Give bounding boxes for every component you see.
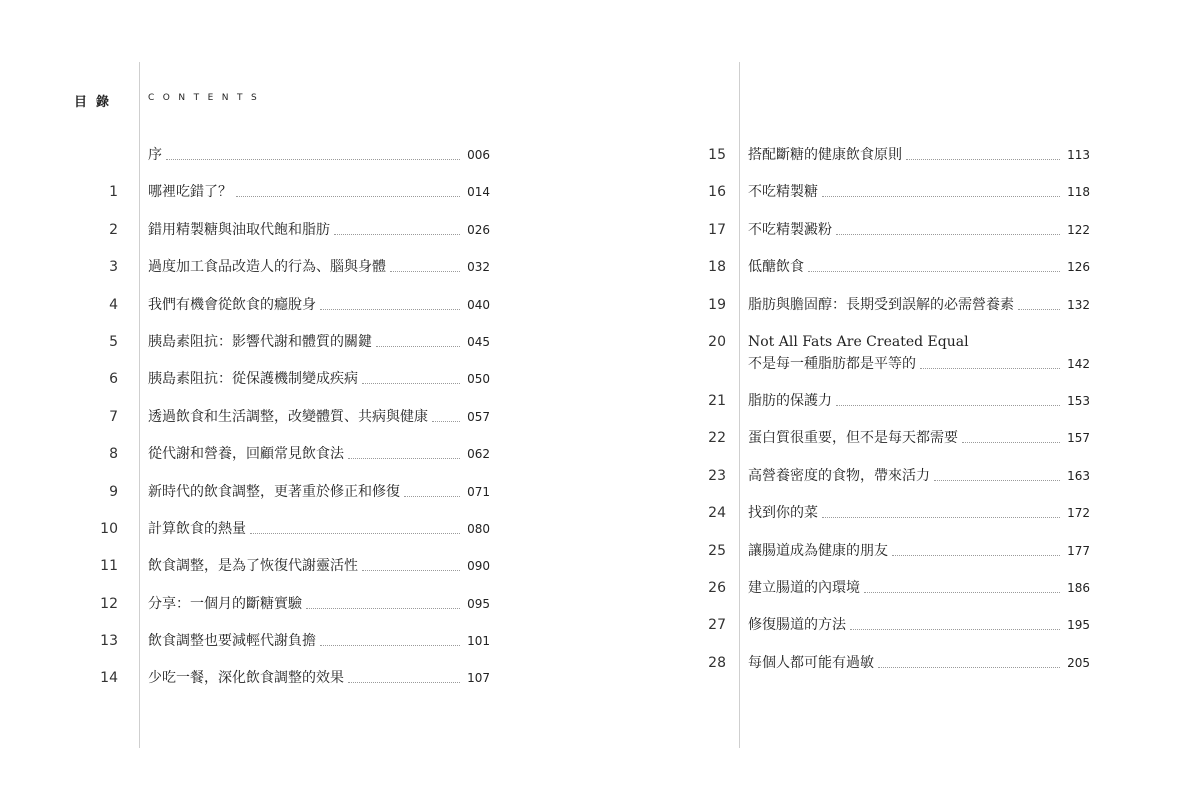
page-number: 157 [1067,431,1090,446]
dot-leader [306,608,460,609]
page-number: 071 [467,484,490,499]
dot-leader [404,496,460,497]
chapter-number: 2 [109,221,118,238]
dot-leader [236,196,460,197]
dot-leader [348,682,460,683]
toc-entry-11[interactable] [0,555,500,592]
chapter-number: 10 [100,520,118,537]
page-number: 107 [467,671,490,686]
chapter-title: 讓腸道成為健康的朋友 [748,542,888,559]
contents-title-cn: 目錄 [74,95,119,110]
chapter-title: 脂肪的保護力 [748,392,832,409]
toc-entry-15[interactable] [600,144,1100,181]
toc-entry-21[interactable] [600,390,1100,427]
page-number: 122 [1067,222,1090,237]
page-number: 132 [1067,297,1090,312]
chapter-number: 25 [708,542,726,559]
page-number: 163 [1067,468,1090,483]
dot-leader [864,592,1060,593]
dot-leader [250,533,460,534]
chapter-number: 27 [708,617,726,634]
page-number: 126 [1067,260,1090,275]
contents-title-en: CONTENTS [148,93,266,103]
dot-leader [836,405,1060,406]
page-number: 095 [467,596,490,611]
chapter-number: 19 [708,296,726,313]
toc-entry-19[interactable] [600,294,1100,331]
chapter-number: 28 [708,654,726,671]
dot-leader [320,645,460,646]
chapter-number: 26 [708,579,726,596]
dot-leader [822,196,1060,197]
chapter-number: 3 [109,259,118,276]
chapter-title: 每個人都可能有過敏 [748,654,874,671]
toc-entry-14[interactable] [0,667,500,704]
chapter-number: 11 [100,558,118,575]
toc-entry-7[interactable] [0,406,500,443]
toc-entry-5[interactable] [0,331,500,368]
chapter-number: 21 [708,392,726,409]
chapter-number: 12 [100,595,118,612]
chapter-title: 哪裡吃錯了？ [148,184,232,201]
chapter-number: 18 [708,259,726,276]
toc-entry-3[interactable] [0,256,500,293]
chapter-title: 高營養密度的食物，帶來活力 [748,467,930,484]
dot-leader [348,458,460,459]
chapter-title: 不吃精製澱粉 [748,221,832,238]
chapter-number: 16 [708,184,726,201]
page-number: 113 [1067,148,1090,162]
chapter-title-english: Not All Fats Are Created Equal [748,333,969,350]
chapter-number: 23 [708,467,726,484]
chapter-title: 透過飲食和生活調整，改變體質、共病與健康 [148,408,428,425]
chapter-title: 脂肪與膽固醇：長期受到誤解的必需營養素 [748,296,1014,313]
page-number: 142 [1067,356,1090,371]
toc-entry-18[interactable] [600,256,1100,293]
toc-entry-16[interactable] [600,181,1100,218]
toc-entry-2[interactable] [0,219,500,256]
chapter-number: 15 [708,147,726,163]
page-number: 177 [1067,543,1090,558]
page-number: 006 [467,148,490,162]
toc-entry-12[interactable] [0,593,500,630]
chapter-title: 搭配斷糖的健康飲食原則 [748,147,902,163]
toc-entry-26[interactable] [600,577,1100,614]
chapter-title: 胰島素阻抗：從保護機制變成疾病 [148,371,358,388]
chapter-title: 不是每一種脂肪都是平等的 [748,355,916,372]
chapter-title: 從代謝和營養，回顧常見飲食法 [148,446,344,463]
toc-entry-23[interactable] [600,465,1100,502]
chapter-title: 我們有機會從飲食的癮脫身 [148,296,316,313]
chapter-number: 22 [708,430,726,447]
dot-leader [906,159,1060,160]
toc-entry-28[interactable] [600,652,1100,689]
page-number: 040 [467,297,490,312]
toc-entry-8[interactable] [0,443,500,480]
dot-leader [362,570,460,571]
page-number: 062 [467,447,490,462]
dot-leader [836,234,1060,235]
chapter-number: 24 [708,505,726,522]
dot-leader [334,234,460,235]
chapter-number: 7 [109,408,118,425]
toc-entry-22[interactable] [600,427,1100,464]
page-number: 014 [467,185,490,200]
dot-leader [320,309,460,310]
toc-entry-25[interactable] [600,540,1100,577]
dot-leader [1018,309,1060,310]
page-number: 050 [467,372,490,387]
dot-leader [166,159,460,160]
dot-leader [390,271,460,272]
toc-entry-27[interactable] [600,614,1100,651]
chapter-title: 過度加工食品改造人的行為、腦與身體 [148,259,386,276]
dot-leader [432,421,460,422]
page-number: 118 [1067,185,1090,200]
chapter-number: 1 [109,184,118,201]
page-number: 153 [1067,393,1090,408]
toc-list-right [600,144,1100,689]
chapter-title: 飲食調整也要減輕代謝負擔 [148,633,316,650]
chapter-title: 胰島素阻抗：影響代謝和體質的關鍵 [148,333,372,350]
toc-entry-13[interactable] [0,630,500,667]
page-number: 057 [467,409,490,424]
toc-entry-20[interactable] [600,331,1100,390]
page-number: 045 [467,334,490,349]
toc-entry-24[interactable] [600,502,1100,539]
page-number: 090 [467,559,490,574]
toc-entry-9[interactable] [0,481,500,518]
chapter-number: 8 [109,446,118,463]
chapter-title: 蛋白質很重要，但不是每天都需要 [748,430,958,447]
chapter-title: 序 [148,147,162,163]
dot-leader [808,271,1060,272]
chapter-title: 不吃精製糖 [748,184,818,201]
page-number: 080 [467,521,490,536]
page-number: 172 [1067,506,1090,521]
chapter-title: 少吃一餐，深化飲食調整的效果 [148,670,344,687]
chapter-title: 計算飲食的熱量 [148,520,246,537]
chapter-title: 找到你的菜 [748,505,818,522]
toc-entry-6[interactable] [0,368,500,405]
page-number: 026 [467,222,490,237]
chapter-title: 飲食調整，是為了恢復代謝靈活性 [148,558,358,575]
page-number: 186 [1067,580,1090,595]
page-number: 195 [1067,618,1090,633]
chapter-title: 修復腸道的方法 [748,617,846,634]
chapter-title: 錯用精製糖與油取代飽和脂肪 [148,221,330,238]
dot-leader [892,555,1060,556]
chapter-number: 9 [109,483,118,500]
toc-entry-1[interactable] [0,181,500,218]
chapter-number: 14 [100,670,118,687]
dot-leader [934,480,1060,481]
toc-entry-17[interactable] [600,219,1100,256]
page-number: 205 [1067,655,1090,670]
dot-leader [878,667,1060,668]
chapter-title: 低醣飲食 [748,259,804,276]
chapter-number: 4 [109,296,118,313]
chapter-number: 17 [708,221,726,238]
toc-entry-preface[interactable] [0,144,500,181]
dot-leader [362,383,460,384]
dot-leader [822,517,1060,518]
chapter-title: 建立腸道的內環境 [748,579,860,596]
toc-entry-10[interactable] [0,518,500,555]
toc-entry-4[interactable] [0,294,500,331]
chapter-number: 6 [109,371,118,388]
chapter-number: 5 [109,333,118,350]
dot-leader [962,442,1060,443]
page-number: 101 [467,634,490,649]
page-number: 032 [467,260,490,275]
toc-list-left [0,144,500,705]
chapter-title: 分享：一個月的斷糖實驗 [148,595,302,612]
dot-leader [920,368,1060,369]
chapter-number: 20 [708,333,726,350]
chapter-number: 13 [100,633,118,650]
chapter-title: 新時代的飲食調整，更著重於修正和修復 [148,483,400,500]
dot-leader [850,629,1060,630]
dot-leader [376,346,460,347]
